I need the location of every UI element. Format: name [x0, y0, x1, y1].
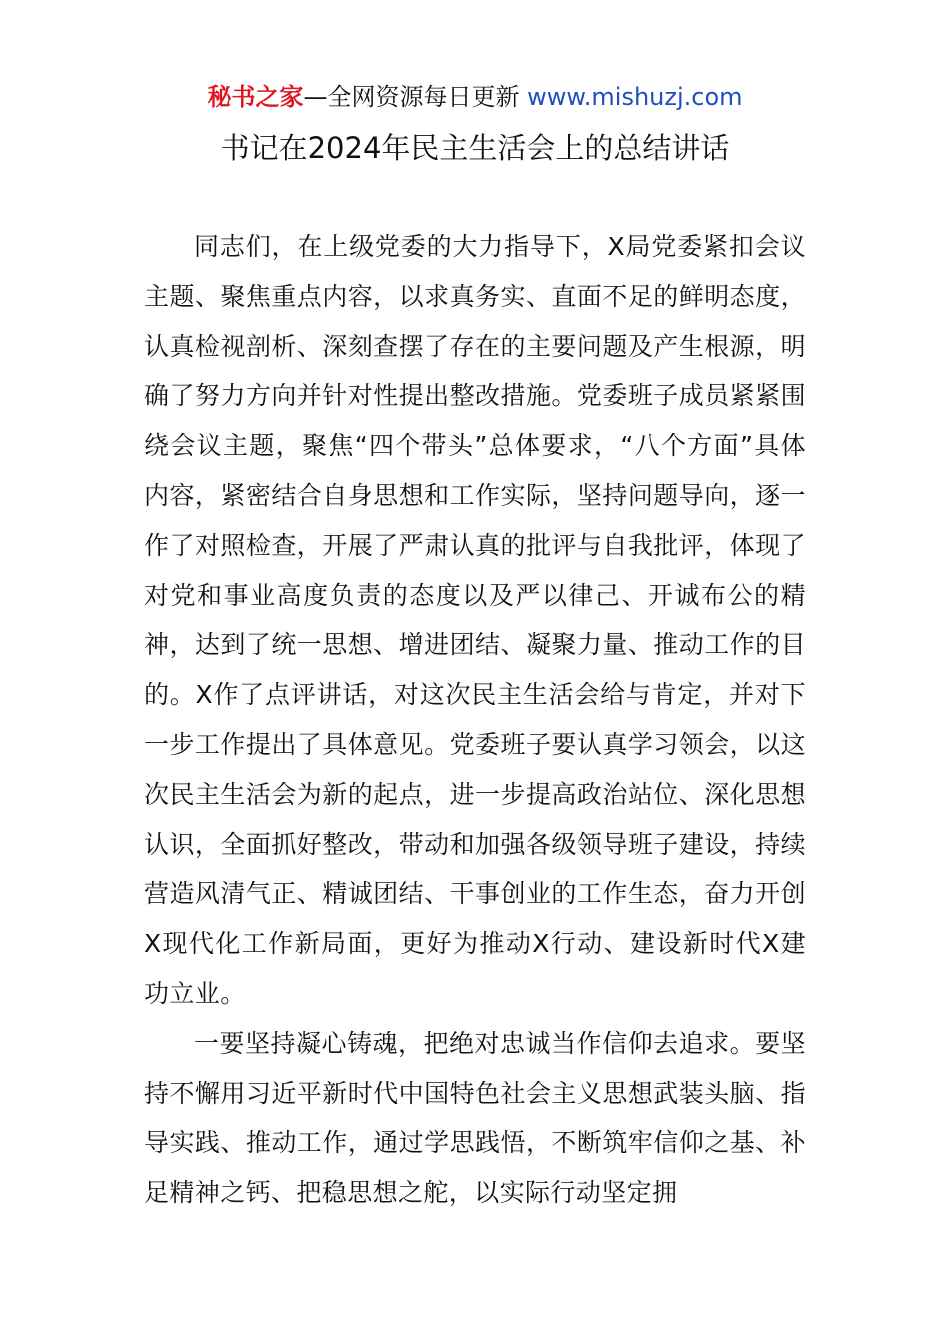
paragraph-2: 一要坚持凝心铸魂，把绝对忠诚当作信仰去追求。要坚持不懈用习近平新时代中国特色社会主义思想武装头脑、指导实践、推动工作，通过学思践悟，不断筑牢信仰之基、补足精神之钙、把稳思想之舵，以实际行动坚定拥: [144, 1028, 806, 1208]
header-slogan: —全网资源每日更新: [303, 83, 520, 111]
site-url[interactable]: www.mishuzj.com: [527, 83, 743, 111]
brand-name: 秘书之家: [207, 83, 304, 111]
site-header: [0, 80, 950, 114]
document-body: [144, 222, 806, 1218]
paragraph-1: 同志们，在上级党委的大力指导下，X局党委紧扣会议主题、聚焦重点内容，以求真务实、直面不足的鲜明态度，认真检视剖析、深刻查摆了存在的主要问题及产生根源，明确了努力方向并针对性提出整改措施。党委班子成员紧紧围绕会议主题，聚焦“四个带头”总体要求，“八个方面”具体内容，紧密结合自身思想和工作实际，坚持问题导向，逐一作了对照检查，开展了严肃认真的批评与自我批评，体现了对党和事业高度负责的态度以及严以律己、开诚布公的精神，达到了统一思想、增进团结、凝聚力量、推动工作的目的。X作了点评讲话，对这次民主生活会给与肯定，并对下一步工作提出了具体意见。党委班子要认真学习领会，以这次民主生活会为新的起点，进一步提高政治站位、深化思想认识，全面抓好整改，带动和加强各级领导班子建设，持续营造风清气正、精诚团结、干事创业的工作生态，奋力开创X现代化工作新局面，更好为推动X行动、建设新时代X建功立业。: [144, 232, 806, 1008]
document-title: 书记在2024年民主生活会上的总结讲话: [220, 131, 730, 165]
